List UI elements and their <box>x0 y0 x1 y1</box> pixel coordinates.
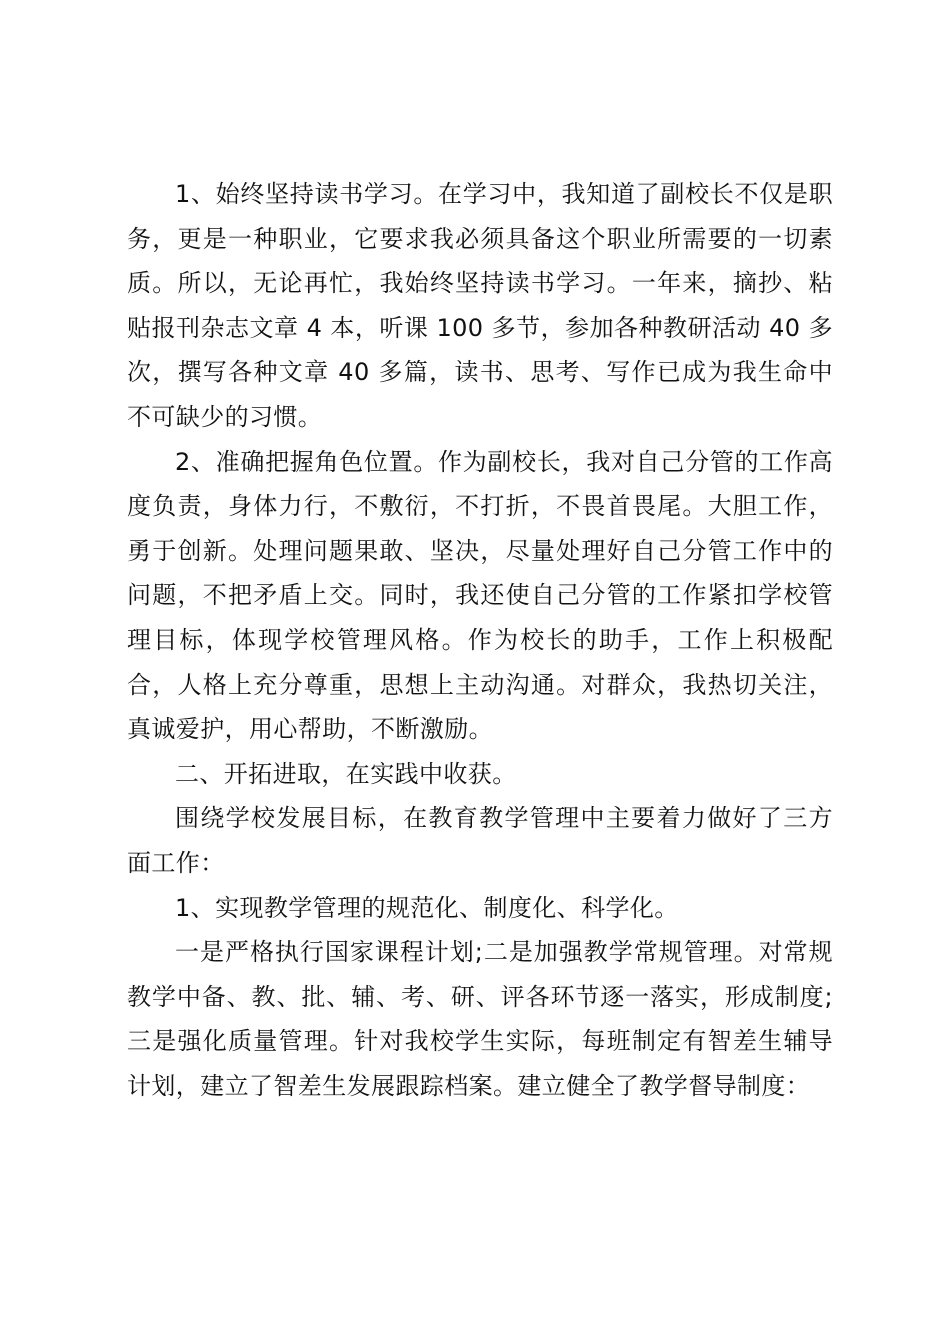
subheading-teaching-management: 1、实现教学管理的规范化、制度化、科学化。 <box>175 893 679 922</box>
paragraph-role-position: 2、准确把握角色位置。作为副校长，我对自己分管的工作高度负责，身体力行，不敷衍，不打折，不畏首畏尾。大胆工作，勇于创新。处理问题果敢、坚决，尽量处理好自己分管工作中的问题，不把矛盾上交。同时，我还使自己分管的工作紧扣学校管理目标，体现学校管理风格。作为校长的助手，工作上积极配合，人格上充分尊重，思想上主动沟通。对群众，我热切关注，真诚爱护，用心帮助，不断激励。 <box>127 447 833 744</box>
section-heading-pioneering: 二、开拓进取，在实践中收获。 <box>175 759 517 788</box>
paragraph-reading-study: 1、始终坚持读书学习。在学习中，我知道了副校长不仅是职务，更是一种职业，它要求我必须具备这个职业所需要的一切素质。所以，无论再忙，我始终坚持读书学习。一年来，摘抄、粘贴报刊杂志文章 4 本，听课 100 多节，参加各种教研活动 40 多次，撰写各种文章 40 多篇，读书、思考、写作已成为我生命中不可缺少的习惯。 <box>127 180 833 431</box>
document-body <box>127 172 833 1108</box>
paragraph-development-goals: 围绕学校发展目标，在教育教学管理中主要着力做好了三方面工作： <box>127 804 833 877</box>
paragraph-curriculum-measures: 一是严格执行国家课程计划;二是加强教学常规管理。对常规教学中备、教、批、辅、考、研、评各环节逐一落实，形成制度;三是强化质量管理。针对我校学生实际，每班制定有智差生辅导计划，建立了智差生发展跟踪档案。建立健全了教学督导制度： <box>127 938 833 1100</box>
